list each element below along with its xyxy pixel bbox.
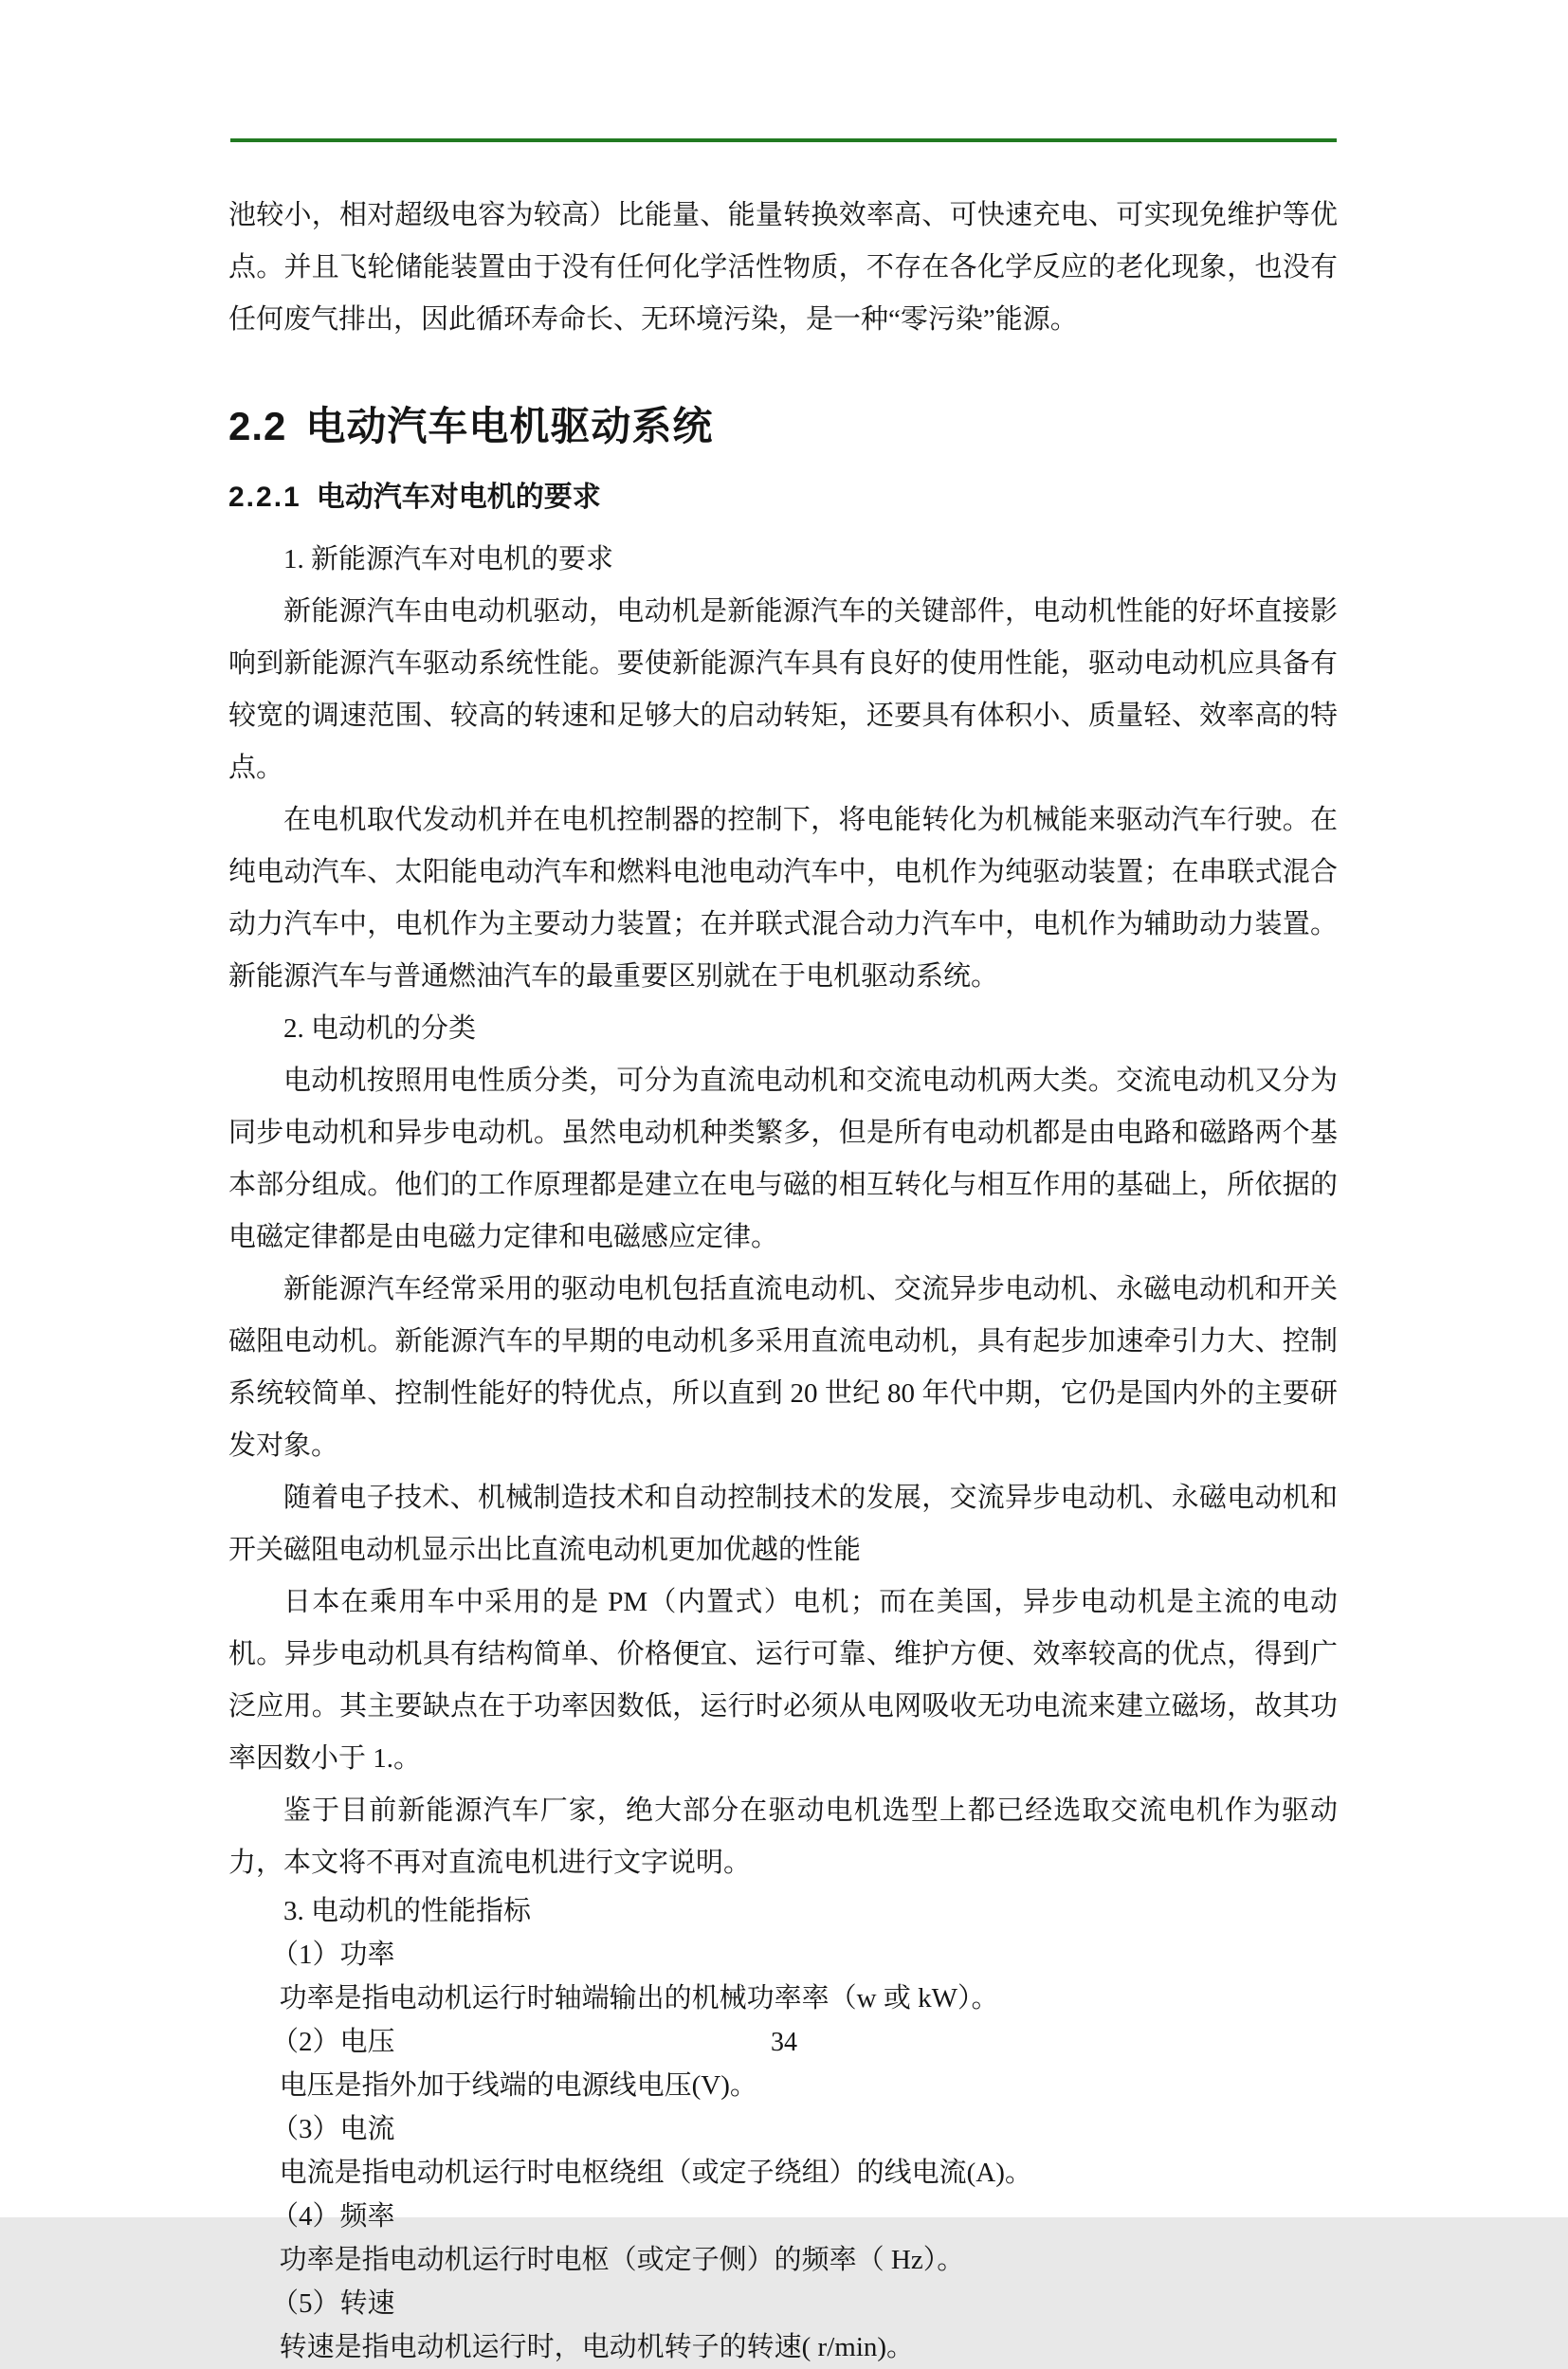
section-number: 2.2 xyxy=(228,404,287,448)
page-number: 34 xyxy=(771,2028,797,2057)
paragraph-para: 电动机按照用电性质分类，可分为直流电动机和交流电动机两大类。交流电动机又分为同步电动机和异步电动机。虽然电动机种类繁多，但是所有电动机都是由电路和磁路两个基本部分组成。他们的工作原理都是建立在电与磁的相互转化与相互作用的基础上，所依据的电磁定律都是由电磁力定律和电磁感应定律。 xyxy=(228,1066,1338,1253)
section-title: 电动汽车电机驱动系统 xyxy=(305,404,714,448)
subsection-heading xyxy=(228,481,1338,515)
subsection-number: 2.2.1 xyxy=(228,482,301,514)
paragraph-para: 鉴于目前新能源汽车厂家，绝大部分在驱动电机选型上都已经选取交流电机作为驱动力，本文将不再对直流电机进行文字说明。 xyxy=(228,1795,1338,1879)
paragraph-subitem: （2）电压 xyxy=(270,2027,395,2058)
paragraph-subitem: （5）转速 xyxy=(270,2288,395,2320)
paragraph-para: 日本在乘用车中采用的是 PM（内置式）电机；而在美国，异步电动机是主流的电动机。异步电动机具有结构简单、价格便宜、运行可靠、维护方便、效率较高的优点，得到广泛应用。其主要缺点在于功率因数低，运行时必须从电网吸收无功电流来建立磁场，故其功率因数小于 1.。 xyxy=(228,1587,1338,1775)
intro-section xyxy=(228,190,1338,346)
subsection-title: 电动汽车对电机的要求 xyxy=(316,482,601,514)
paragraph-subitem: （3）电流 xyxy=(270,2114,395,2145)
paragraph-item: 3. 电动机的性能指标 xyxy=(283,1896,532,1927)
section-heading xyxy=(228,405,1338,448)
paragraph-item: 2. 电动机的分类 xyxy=(283,1013,477,1045)
paragraph-desc: 电流是指电动机运行时电枢绕组（或定子绕组）的线电流(A)。 xyxy=(279,2158,1032,2189)
intro-paragraph: 池较小，相对超级电容为较高）比能量、能量转换效率高、可快速充电、可实现免维护等优点。并且飞轮储能装置由于没有任何化学活性物质，不存在各化学反应的老化现象，也没有任何废气排出，因此循环寿命长、无环境污染，是一种“零污染”能源。 xyxy=(228,200,1338,335)
paragraph-para: 在电机取代发动机并在电机控制器的控制下，将电能转化为机械能来驱动汽车行驶。在纯电动汽车、太阳能电动汽车和燃料电池电动汽车中，电机作为纯驱动装置；在串联式混合动力汽车中，电机作为主要动力装置；在并联式混合动力汽车中，电机作为辅助动力装置。新能源汽车与普通燃油汽车的最重要区别就在于电机驱动系统。 xyxy=(228,805,1338,993)
header-divider-rule xyxy=(230,138,1337,142)
paragraph-subitem: （1）功率 xyxy=(270,1940,395,1971)
paragraph-desc: 功率是指电动机运行时轴端输出的机械功率率（w 或 kW）。 xyxy=(279,1983,999,2014)
paragraph-desc: 功率是指电动机运行时电枢（或定子侧）的频率（ Hz）。 xyxy=(279,2245,965,2276)
paragraph-para: 新能源汽车经常采用的驱动电机包括直流电动机、交流异步电动机、永磁电动机和开关磁阻电动机。新能源汽车的早期的电动机多采用直流电动机，具有起步加速牵引力大、控制系统较简单、控制性能好的特优点，所以直到 20 世纪 80 年代中期，它仍是国内外的主要研发对象。 xyxy=(228,1274,1338,1462)
performance-indicators xyxy=(228,1889,1338,2369)
paragraph-desc: 转速是指电动机运行时，电动机转子的转速( r/min)。 xyxy=(279,2332,915,2363)
body-paragraphs xyxy=(228,534,1338,1889)
paragraph-item: 1. 新能源汽车对电机的要求 xyxy=(283,544,614,575)
paragraph-subitem: （4）频率 xyxy=(270,2201,395,2232)
paragraph-para: 随着电子技术、机械制造技术和自动控制技术的发展，交流异步电动机、永磁电动机和开关磁阻电动机显示出比直流电动机更加优越的性能 xyxy=(228,1483,1338,1566)
paragraph-para: 新能源汽车由电动机驱动，电动机是新能源汽车的关键部件，电动机性能的好坏直接影响到新能源汽车驱动系统性能。要使新能源汽车具有良好的使用性能，驱动电动机应具备有较宽的调速范围、较高的转速和足够大的启动转矩，还要具有体积小、质量轻、效率高的特点。 xyxy=(228,596,1338,784)
paragraph-desc: 电压是指外加于线端的电源线电压(V)。 xyxy=(279,2070,757,2102)
